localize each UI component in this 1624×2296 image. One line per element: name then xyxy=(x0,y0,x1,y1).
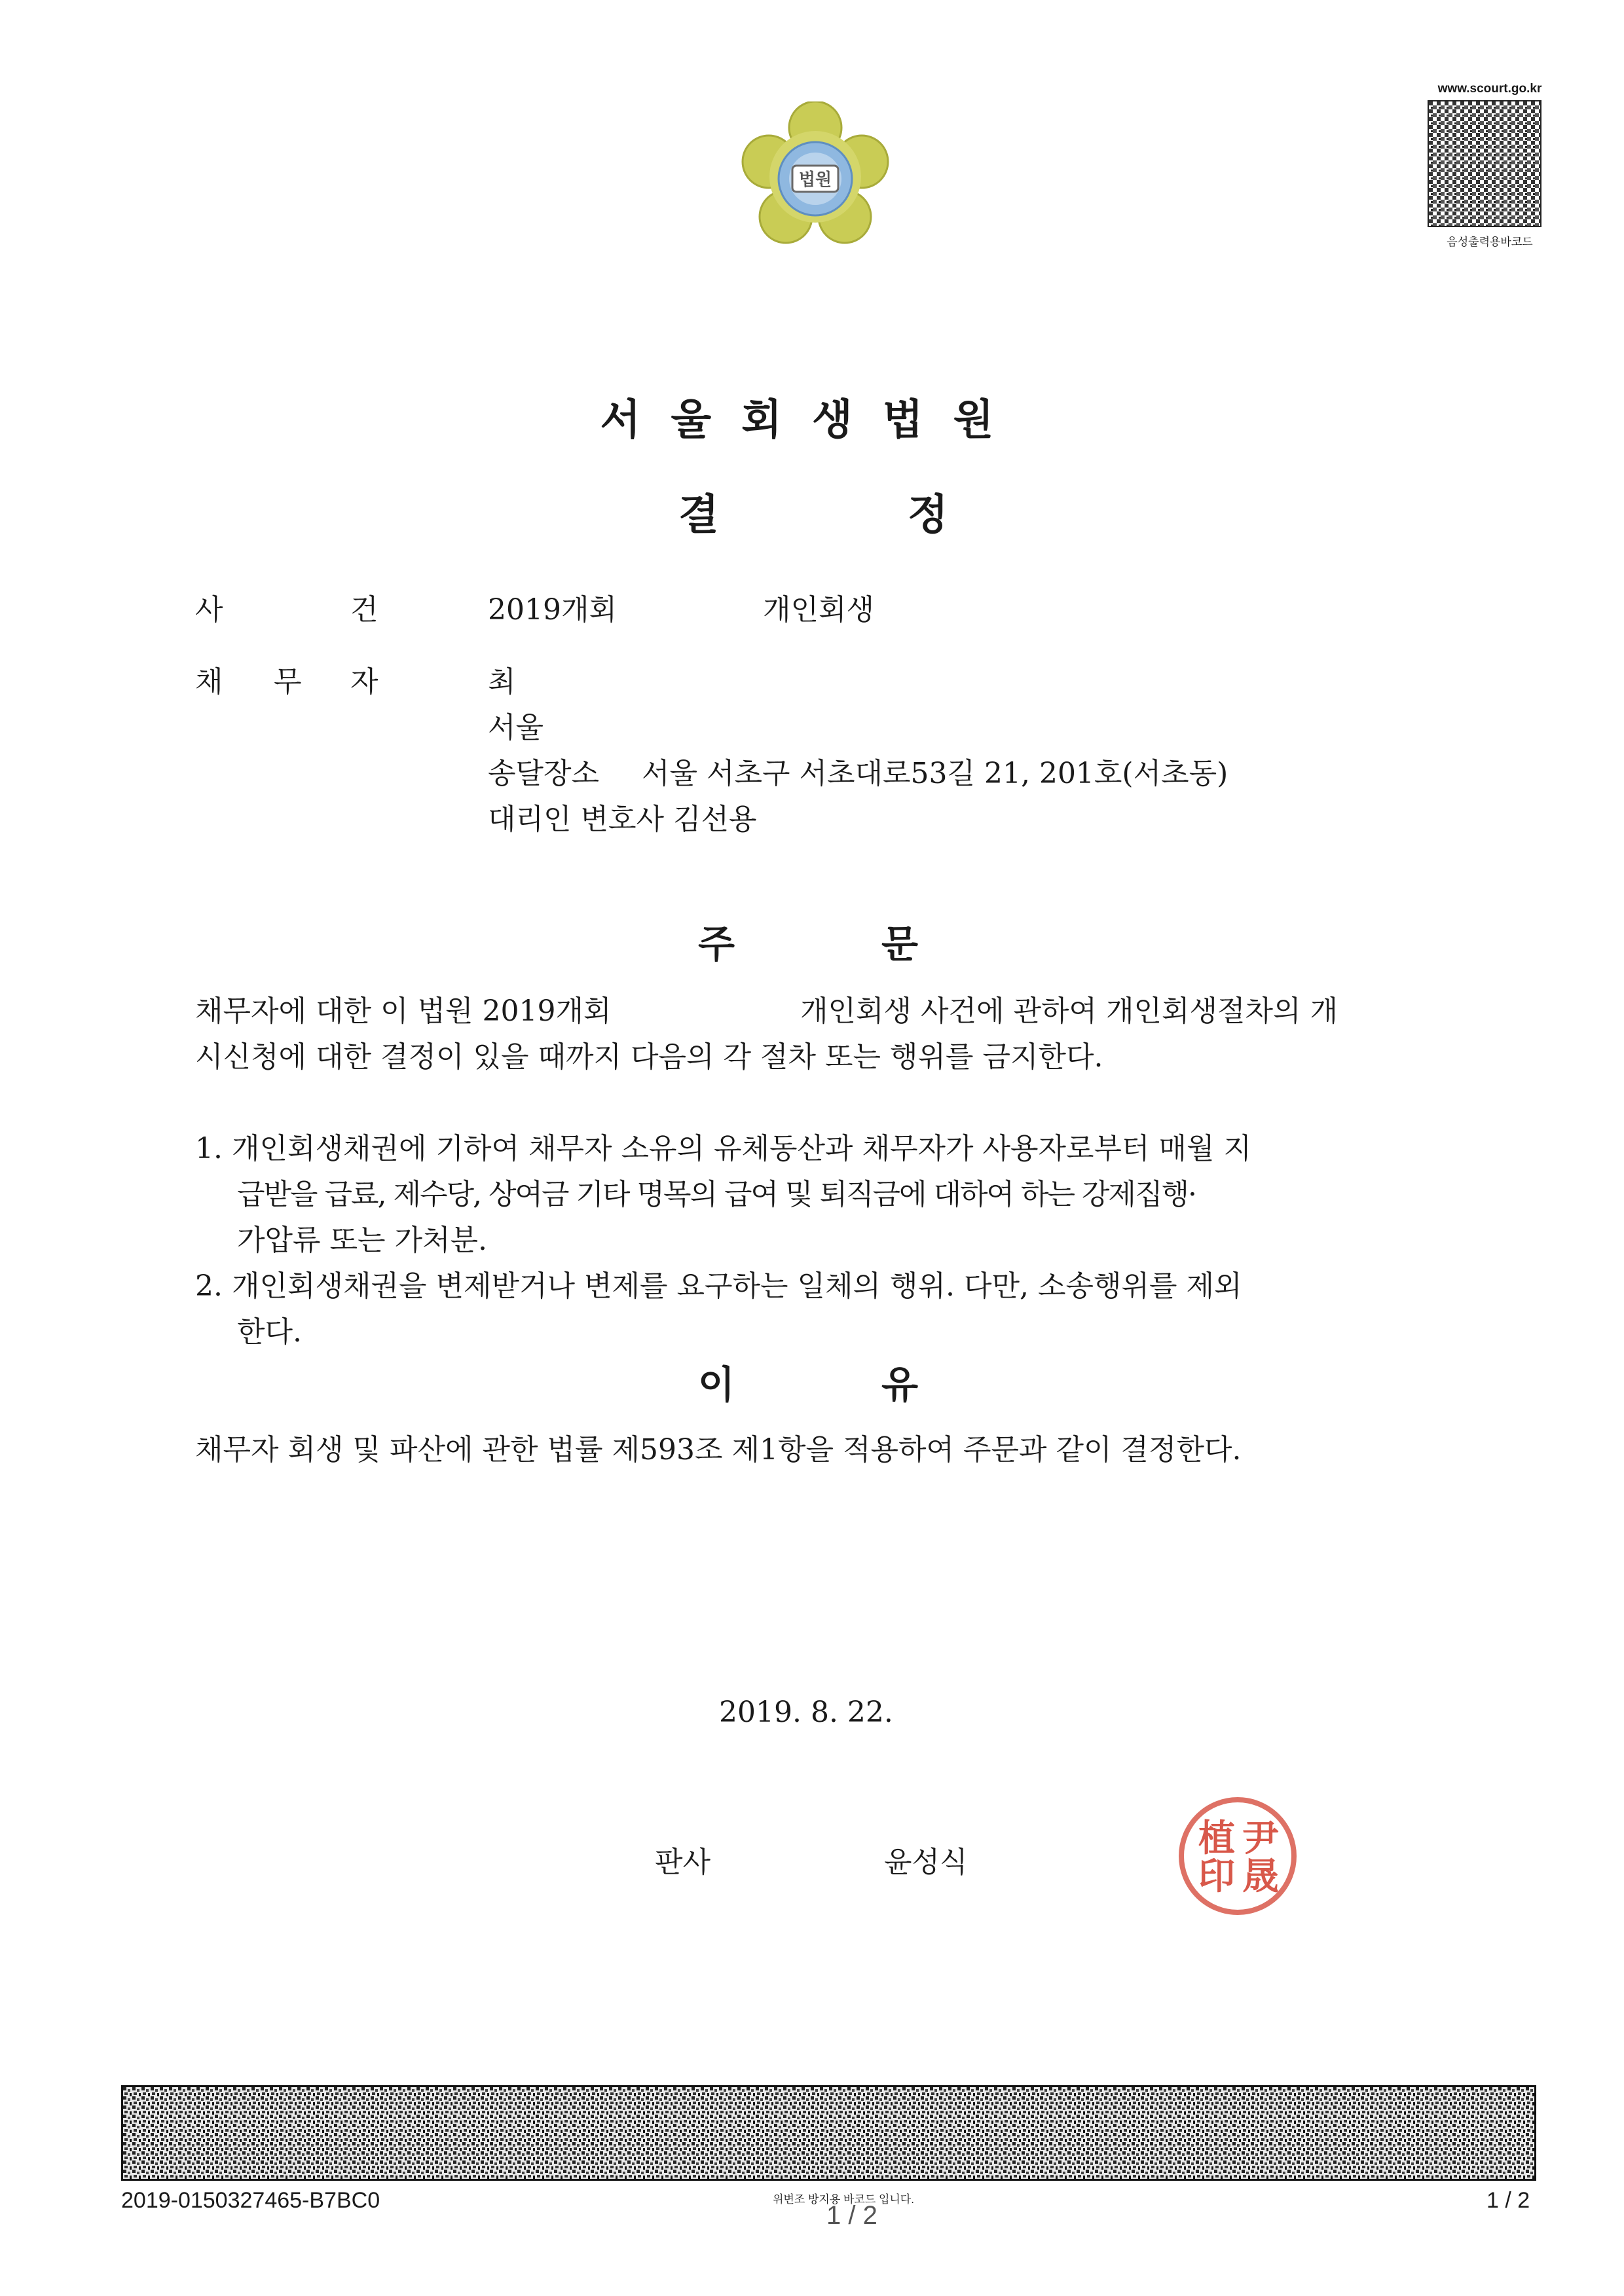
debtor-agent: 대리인 변호사 김선용 xyxy=(488,803,757,836)
order-intro-line2: 시신청에 대한 결정이 있을 때까지 다음의 각 절차 또는 행위를 금지한다. xyxy=(195,1040,1103,1074)
case-type: 개인회생 xyxy=(763,593,875,627)
order-item1-line1: 1. 개인회생채권에 기하여 채무자 소유의 유체동산과 채무자가 사용자로부터 매월 지 xyxy=(195,1132,1251,1165)
judge-seal-icon xyxy=(1172,1791,1303,1922)
debtor-address: 서울 xyxy=(488,711,544,744)
qr-url: www.scourt.go.kr xyxy=(1437,82,1542,96)
seal-char-3: 植 xyxy=(1198,1817,1235,1860)
decision-title-char-1: 결 xyxy=(678,491,719,539)
case-label-char-2: 건 xyxy=(350,593,378,627)
debtor-label-char-3: 자 xyxy=(350,665,378,699)
barcode-note: 위변조 방지용 바코드 입니다. xyxy=(773,2193,914,2206)
debtor-name: 최 xyxy=(488,665,516,699)
page-number-center: 1 / 2 xyxy=(826,2201,877,2230)
debtor-label-char-2: 무 xyxy=(274,665,302,699)
order-item2-line2: 한다. xyxy=(237,1315,302,1349)
court-name: 서울회생법원 xyxy=(600,396,1024,445)
judge-name: 윤성식 xyxy=(884,1846,968,1879)
seal-char-2: 晟 xyxy=(1242,1855,1279,1898)
decision-date: 2019. 8. 22. xyxy=(719,1696,893,1729)
reason-text: 채무자 회생 및 파산에 관한 법률 제593조 제1항을 적용하여 주문과 같이 결정한다. xyxy=(195,1433,1242,1467)
service-address: 서울 서초구 서초대로53길 21, 201호(서초동) xyxy=(642,757,1228,790)
qr-caption: 음성출력용바코드 xyxy=(1447,236,1533,248)
order-heading-char-1: 주 xyxy=(698,922,735,966)
court-emblem-icon xyxy=(740,101,891,252)
order-item2-line1: 2. 개인회생채권을 변제받거나 변제를 요구하는 일체의 행위. 다만, 소송행위를 제외 xyxy=(195,1269,1242,1303)
decision-title-char-2: 정 xyxy=(908,491,948,539)
qr-code-icon xyxy=(1428,100,1541,227)
order-heading-char-2: 문 xyxy=(881,922,919,966)
page-number: 1 / 2 xyxy=(1486,2188,1530,2213)
order-intro-line1-a: 채무자에 대한 이 법원 2019개회 xyxy=(195,994,612,1028)
anti-forgery-barcode-icon xyxy=(121,2085,1536,2181)
case-label-char-1: 사 xyxy=(195,593,223,627)
document-id: 2019-0150327465-B7BC0 xyxy=(121,2188,380,2213)
debtor-label-char-1: 채 xyxy=(195,665,223,699)
qr-code-block xyxy=(1428,82,1552,249)
emblem-text: 법원 xyxy=(798,170,832,190)
reason-heading-char-1: 이 xyxy=(698,1362,735,1407)
order-intro-line1-b: 개인회생 사건에 관하여 개인회생절차의 개 xyxy=(800,994,1338,1028)
seal-char-4: 印 xyxy=(1198,1855,1235,1898)
case-number: 2019개회 xyxy=(488,593,617,627)
reason-heading-char-2: 유 xyxy=(881,1362,919,1407)
seal-char-1: 尹 xyxy=(1242,1817,1279,1860)
service-label: 송달장소 xyxy=(488,757,600,790)
order-item1-line2: 급받을 급료, 제수당, 상여금 기타 명목의 급여 및 퇴직금에 대하여 하는 강제집행· xyxy=(237,1178,1196,1211)
judge-title: 판사 xyxy=(655,1846,711,1879)
order-item1-line3: 가압류 또는 가처분. xyxy=(237,1224,487,1257)
